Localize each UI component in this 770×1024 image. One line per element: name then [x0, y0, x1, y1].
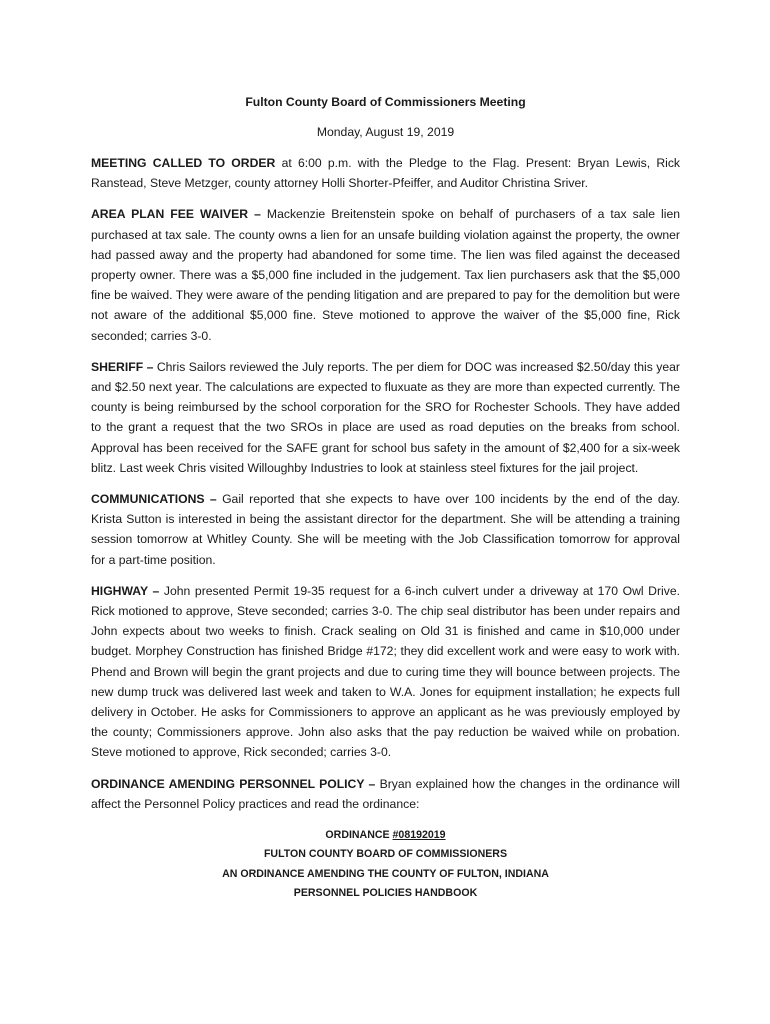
section-heading: HIGHWAY –	[91, 583, 160, 598]
ordinance-number-line: ORDINANCE #08192019	[325, 829, 446, 842]
section-text: Chris Sailors reviewed the July reports. The per diem for DOC was increased $2.50/day this year and $2.50 next year. The calculations are expected to fluxuate as they are more than expected currently. The county is being reimbursed by the school corporation for the SRO for Rochester Schools. They have added to the grant a request that the two SROs in place are used as road deputies on the breaks from school. Approval has been received for the SAFE grant for school bus safety in the amount of $2,400 for a six-week blitz. Last week Chris visited Willoughby Industries to look at stainless steel fixtures for the jail project.	[91, 359, 680, 475]
section-heading: MEETING CALLED TO ORDER	[91, 156, 276, 170]
section-heading: AREA PLAN FEE WAIVER –	[91, 207, 261, 222]
section-text: Mackenzie Breitenstein spoke on behalf of purchasers of a tax sale lien purchased at tax sale. The county owns a lien for an unsafe building violation against the property, the owner had passed away and the property had abandoned for some time. The lien was filed against the deceased property owner. There was a $5,000 fine included in the judgement. Tax lien purchasers ask that the $5,000 fine be waived. They were aware of the pending litigation and are prepared to pay for the demolition but were not aware of the additional $5,000 fine. Steve motioned to approve the waiver of the $5,000 fine, Rick seconded; carries 3-0.	[91, 207, 680, 343]
meeting-date: Monday, August 19, 2019	[316, 125, 455, 139]
section-meeting-called	[91, 153, 680, 193]
section-text: Gail reported that she expects to have over 100 incidents by the end of the day. Krista Sutton is interested in being the assistant director for the department. She will be attending a training session tomorrow at Whitley County. She will be meeting with the Job Classification tomorrow for approval for a part-time position.	[91, 492, 680, 567]
section-heading: ORDINANCE AMENDING PERSONNEL POLICY –	[91, 776, 376, 791]
section-highway	[91, 581, 680, 763]
section-text: Bryan explained how the changes in the ordinance will affect the Personnel Policy practices and read the ordinance:	[91, 776, 680, 811]
ordinance-number: #08192019	[392, 829, 446, 842]
section-heading: SHERIFF –	[91, 359, 154, 374]
section-ordinance-amending	[91, 774, 680, 814]
meeting-title: Fulton County Board of Commissioners Meeting	[245, 95, 526, 109]
document-body	[91, 92, 680, 903]
section-text: John presented Permit 19-35 request for a 6-inch culvert under a driveway at 170 Owl Drive. Rick motioned to approve, Steve seconded; carries 3-0. The chip seal distributor has been under repairs and John expects about two weeks to finish. Crack sealing on Old 31 is finished and came in $10,000 under budget. Morphey Construction has finished Bridge #172; they did excellent work and were easy to work with. Phend and Brown will begin the grant projects and due to curing time they will bounce between projects. The new dump truck was delivered last week and taken to W.A. Jones for equipment installation; he expects full delivery in October. He asks for Commissioners to approve an applicant as he was previously employed by the county; Commissioners approve. John also asks that the pay reduction be waived while on probation. Steve motioned to approve, Rick seconded; carries 3-0.	[91, 583, 681, 760]
ordinance-line: AN ORDINANCE AMENDING THE COUNTY OF FULTON, INDIANA	[222, 867, 549, 880]
ordinance-line: FULTON COUNTY BOARD OF COMMISSIONERS	[263, 848, 508, 861]
section-sheriff	[91, 357, 680, 478]
ordinance-header	[91, 826, 680, 903]
section-text: at 6:00 p.m. with the Pledge to the Flag. Present: Bryan Lewis, Rick Ranstead, Steve Metzger, county attorney Holli Shorter-Pfeiffer, and Auditor Christina Sriver.	[91, 156, 681, 191]
section-heading: COMMUNICATIONS –	[91, 492, 217, 507]
ordinance-line: PERSONNEL POLICIES HANDBOOK	[293, 886, 478, 899]
section-area-plan-fee-waiver	[91, 204, 680, 345]
section-communications	[91, 489, 680, 570]
